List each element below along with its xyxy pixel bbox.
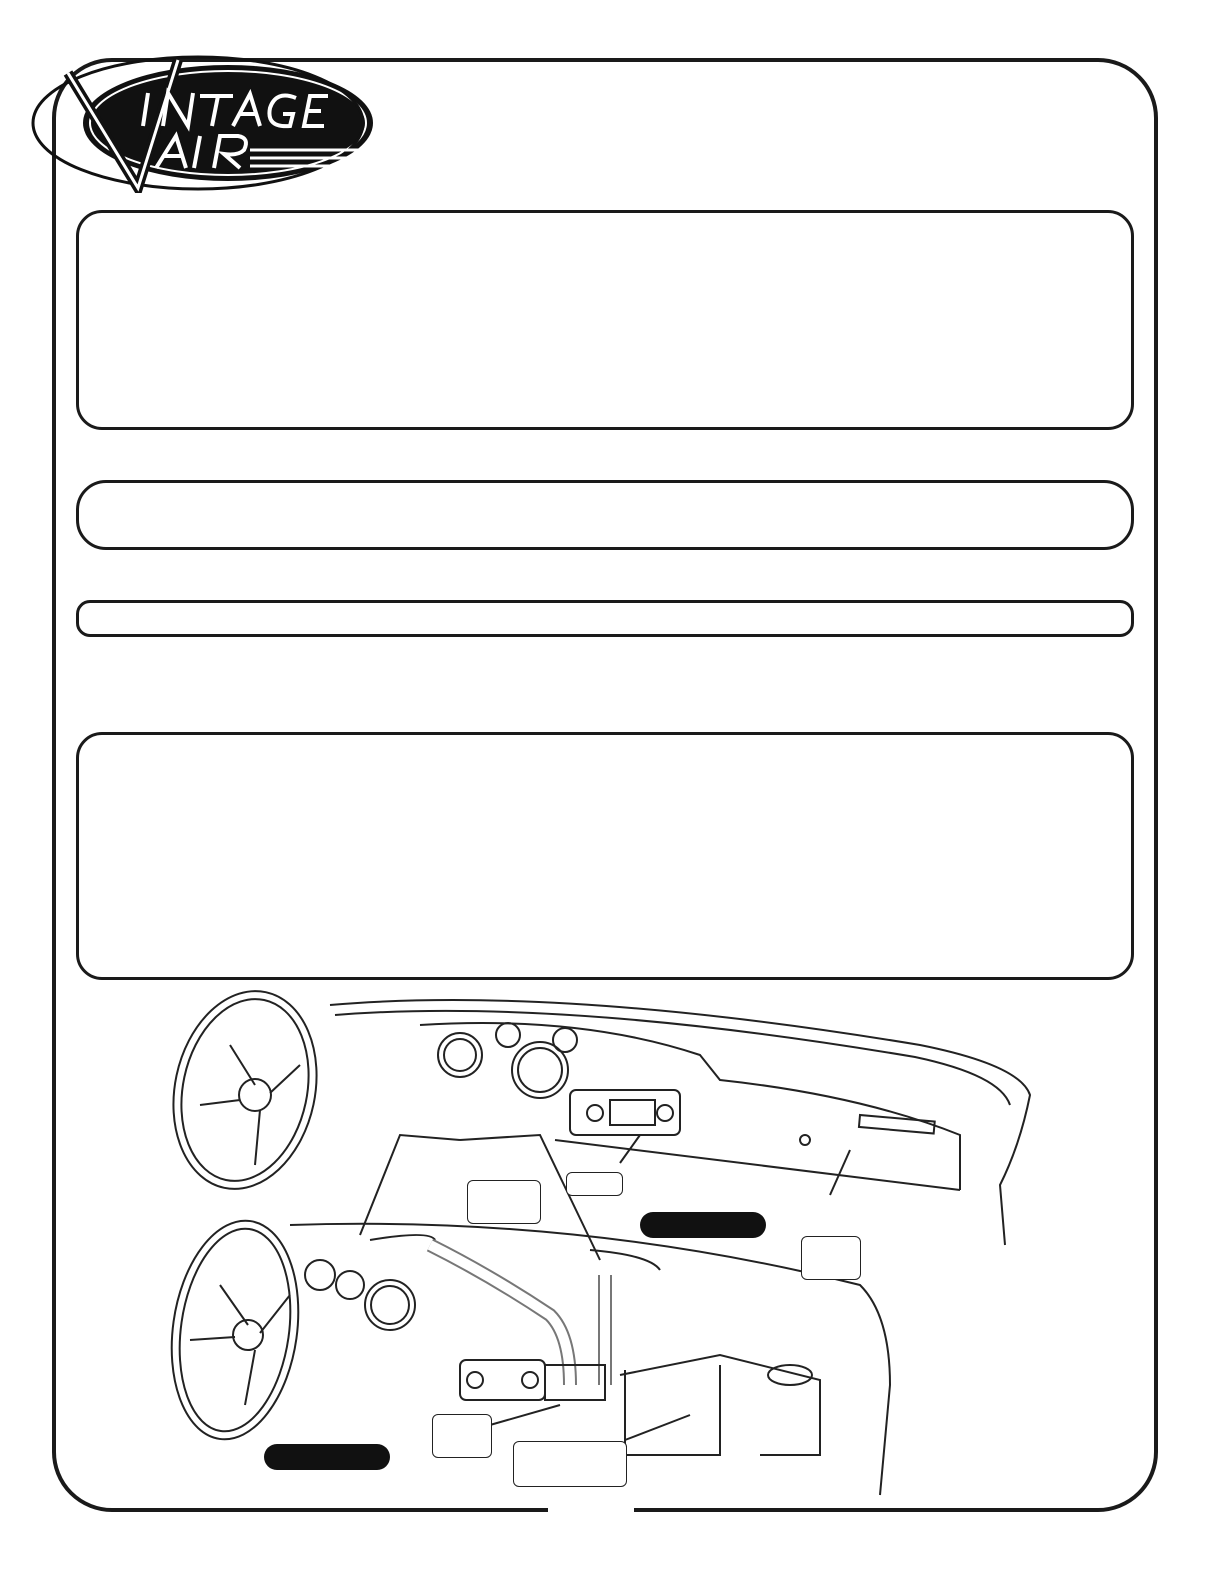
callout-evaporator [513, 1441, 627, 1487]
section-box-2 [76, 480, 1134, 550]
section-box-3 [76, 600, 1134, 637]
callout-switch [432, 1414, 492, 1458]
vintage-air-logo [28, 48, 378, 193]
callout-radio [566, 1172, 623, 1196]
upper-dashboard-drawing [160, 985, 1030, 1245]
section-box-1 [76, 210, 1134, 430]
callout-vents [467, 1180, 541, 1224]
upper-figure-label [640, 1212, 766, 1238]
lower-figure-label [264, 1444, 390, 1470]
dashboard-illustration [160, 985, 1060, 1505]
section-box-4 [76, 732, 1134, 980]
callout-glovebox [801, 1236, 861, 1280]
